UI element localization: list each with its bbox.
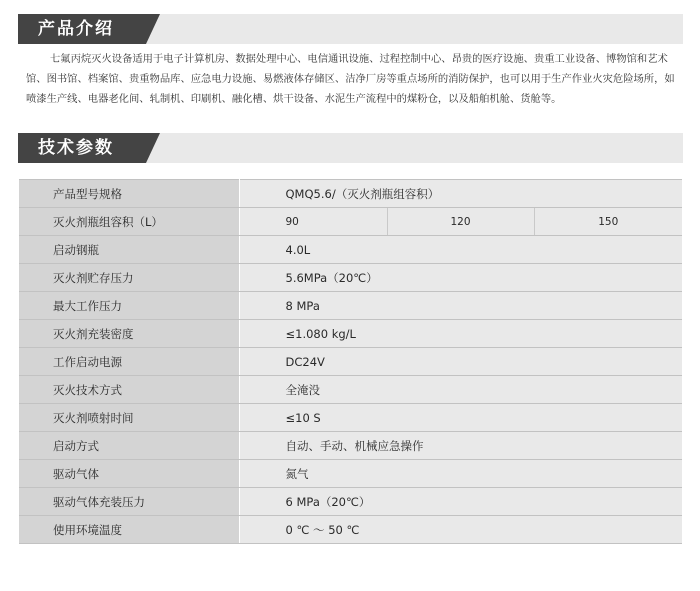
- capacity-value: 120: [387, 208, 534, 236]
- spec-table: [19, 179, 682, 544]
- spec-value: QMQ5.6/（灭火剂瓶组容积）: [239, 180, 682, 208]
- spec-value: 自动、手动、机械应急操作: [239, 432, 682, 460]
- spec-row: [19, 376, 682, 404]
- spec-value: DC24V: [239, 348, 682, 376]
- spec-label: 驱动气体: [19, 460, 239, 488]
- spec-label: 灭火剂贮存压力: [19, 264, 239, 292]
- spec-label: 工作启动电源: [19, 348, 239, 376]
- spec-row: [19, 348, 682, 376]
- spec-value: 全淹没: [239, 376, 682, 404]
- spec-label: 启动方式: [19, 432, 239, 460]
- spec-row: [19, 236, 682, 264]
- spec-row-model: [19, 180, 682, 208]
- spec-row: [19, 488, 682, 516]
- capacity-value: 150: [534, 208, 682, 236]
- spec-label: 灭火剂充装密度: [19, 320, 239, 348]
- spec-label: 启动钢瓶: [19, 236, 239, 264]
- intro-paragraph: 七氟丙烷灭火设备适用于电子计算机房、数据处理中心、电信通讯设施、过程控制中心、昂贵的医疗设施、贵重工业设备、博物馆和艺术馆、图书馆、档案馆、贵重物品库、应急电力设施、易燃液体存储区、洁净厂房等重点场所的消防保护，也可以用于生产作业火灾危险场所，如喷漆生产线、电器老化间、轧制机、印刷机、融化槽、烘干设备、水泥生产流程中的煤粉仓，以及船舶机舱、货舱等。: [26, 53, 675, 105]
- spec-value: 8 MPa: [239, 292, 682, 320]
- spec-value: 氮气: [239, 460, 682, 488]
- spec-value: 6 MPa（20℃）: [239, 488, 682, 516]
- spec-row: [19, 320, 682, 348]
- spec-section-header: [18, 133, 683, 163]
- spec-value: 5.6MPa（20℃）: [239, 264, 682, 292]
- spec-label: 最大工作压力: [19, 292, 239, 320]
- spec-value: 0 ℃ ～ 50 ℃: [239, 516, 682, 544]
- spec-label: 灭火剂瓶组容积（L）: [19, 208, 239, 236]
- intro-section-title: 产品介绍: [18, 14, 146, 44]
- spec-label: 产品型号规格: [19, 180, 239, 208]
- intro-section-header: [18, 14, 683, 44]
- spec-value: ≤10 S: [239, 404, 682, 432]
- spec-label: 灭火技术方式: [19, 376, 239, 404]
- spec-value: ≤1.080 kg/L: [239, 320, 682, 348]
- spec-row: [19, 264, 682, 292]
- spec-label: 驱动气体充装压力: [19, 488, 239, 516]
- capacity-value: 90: [239, 208, 387, 236]
- spec-row: [19, 432, 682, 460]
- spec-row: [19, 292, 682, 320]
- spec-label: 使用环境温度: [19, 516, 239, 544]
- spec-label: 灭火剂喷射时间: [19, 404, 239, 432]
- spec-row: [19, 460, 682, 488]
- spec-section-title: 技术参数: [18, 133, 146, 163]
- spec-row-capacity: [19, 208, 682, 236]
- spec-row: [19, 404, 682, 432]
- spec-value: 4.0L: [239, 236, 682, 264]
- spec-row: [19, 516, 682, 544]
